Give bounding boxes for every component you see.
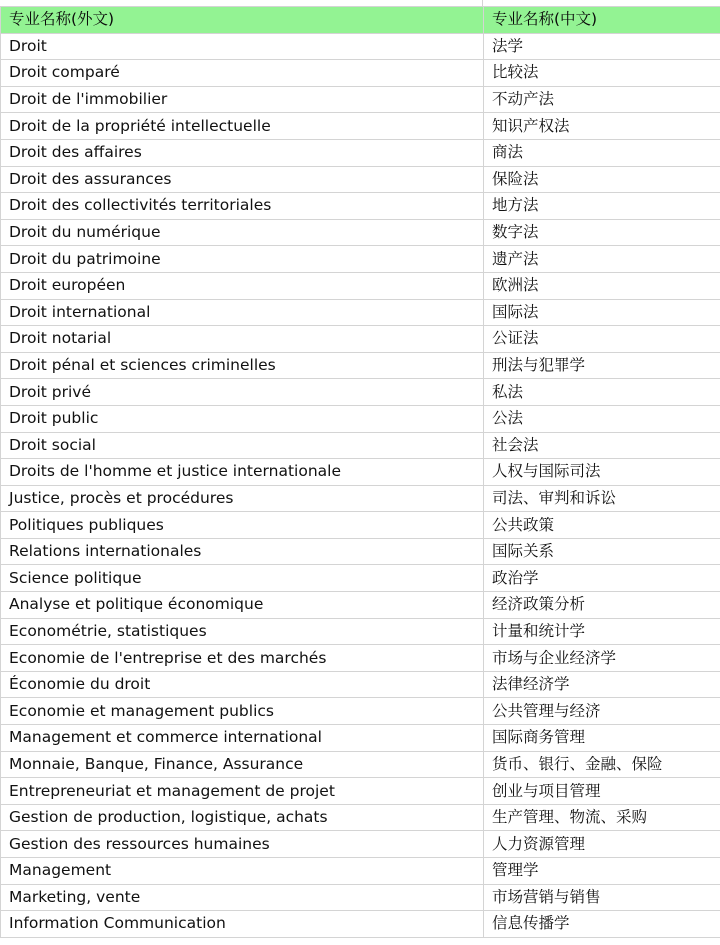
- cell-chinese-name[interactable]: 司法、审判和诉讼: [484, 485, 720, 512]
- table-row: [1, 645, 720, 672]
- cell-foreign-name[interactable]: Droit de l'immobilier: [1, 86, 484, 113]
- header-row: [1, 7, 720, 34]
- cell-foreign-name[interactable]: Droit de la propriété intellectuelle: [1, 113, 484, 140]
- cell-chinese-name[interactable]: 比较法: [484, 60, 720, 87]
- cell-foreign-name[interactable]: Droit social: [1, 432, 484, 459]
- table-row: [1, 299, 720, 326]
- table-row: [1, 804, 720, 831]
- table-row: [1, 671, 720, 698]
- cell-foreign-name[interactable]: Gestion de production, logistique, achats: [1, 804, 484, 831]
- cell-foreign-name[interactable]: Politiques publiques: [1, 512, 484, 539]
- cell-chinese-name[interactable]: 人力资源管理: [484, 831, 720, 858]
- table-row: [1, 139, 720, 166]
- table-row: [1, 751, 720, 778]
- cell-foreign-name[interactable]: Droits de l'homme et justice internationale: [1, 459, 484, 486]
- cell-foreign-name[interactable]: Droit comparé: [1, 60, 484, 87]
- cell-foreign-name[interactable]: Droit: [1, 33, 484, 60]
- cell-chinese-name[interactable]: 货币、银行、金融、保险: [484, 751, 720, 778]
- cell-foreign-name[interactable]: Monnaie, Banque, Finance, Assurance: [1, 751, 484, 778]
- cell-chinese-name[interactable]: 公法: [484, 405, 720, 432]
- cell-foreign-name[interactable]: Management et commerce international: [1, 725, 484, 752]
- cell-chinese-name[interactable]: 私法: [484, 379, 720, 406]
- cell-chinese-name[interactable]: 地方法: [484, 193, 720, 220]
- cell-foreign-name[interactable]: Droit des affaires: [1, 139, 484, 166]
- cell-chinese-name[interactable]: 公证法: [484, 326, 720, 353]
- table-row: [1, 352, 720, 379]
- cell-foreign-name[interactable]: Droit des collectivités territoriales: [1, 193, 484, 220]
- cell-chinese-name[interactable]: 遗产法: [484, 246, 720, 273]
- cell-foreign-name[interactable]: Droit public: [1, 405, 484, 432]
- table-row: [1, 379, 720, 406]
- table-row: [1, 326, 720, 353]
- cell-chinese-name[interactable]: 计量和统计学: [484, 618, 720, 645]
- table-row: [1, 884, 720, 911]
- cell-chinese-name[interactable]: 保险法: [484, 166, 720, 193]
- cell-foreign-name[interactable]: Management: [1, 858, 484, 885]
- table-row: [1, 272, 720, 299]
- table-row: [1, 166, 720, 193]
- cell-foreign-name[interactable]: Droit notarial: [1, 326, 484, 353]
- table-row: [1, 538, 720, 565]
- cell-chinese-name[interactable]: 生产管理、物流、采购: [484, 804, 720, 831]
- cell-foreign-name[interactable]: Gestion des ressources humaines: [1, 831, 484, 858]
- cell-foreign-name[interactable]: Droit du patrimoine: [1, 246, 484, 273]
- header-cell-foreign-name[interactable]: 专业名称(外文): [1, 7, 484, 34]
- cell-chinese-name[interactable]: 欧洲法: [484, 272, 720, 299]
- table-row: [1, 405, 720, 432]
- cell-chinese-name[interactable]: 管理学: [484, 858, 720, 885]
- table-row: [1, 459, 720, 486]
- table-row: [1, 33, 720, 60]
- cell-chinese-name[interactable]: 国际关系: [484, 538, 720, 565]
- table-row: [1, 246, 720, 273]
- cell-foreign-name[interactable]: Entrepreneuriat et management de projet: [1, 778, 484, 805]
- cell-chinese-name[interactable]: 法学: [484, 33, 720, 60]
- table-row: [1, 911, 720, 938]
- cell-foreign-name[interactable]: Information Communication: [1, 911, 484, 938]
- cell-chinese-name[interactable]: 知识产权法: [484, 113, 720, 140]
- table-row: [1, 60, 720, 87]
- cell-chinese-name[interactable]: 公共管理与经济: [484, 698, 720, 725]
- cell-chinese-name[interactable]: 国际法: [484, 299, 720, 326]
- table-row: [1, 432, 720, 459]
- cell-foreign-name[interactable]: Relations internationales: [1, 538, 484, 565]
- cell-chinese-name[interactable]: 人权与国际司法: [484, 459, 720, 486]
- cell-foreign-name[interactable]: Droit du numérique: [1, 219, 484, 246]
- table-row: [1, 565, 720, 592]
- table-row: [1, 831, 720, 858]
- cell-chinese-name[interactable]: 法律经济学: [484, 671, 720, 698]
- cell-chinese-name[interactable]: 创业与项目管理: [484, 778, 720, 805]
- table-row: [1, 778, 720, 805]
- cell-chinese-name[interactable]: 公共政策: [484, 512, 720, 539]
- cell-foreign-name[interactable]: Economie et management publics: [1, 698, 484, 725]
- cell-chinese-name[interactable]: 市场营销与销售: [484, 884, 720, 911]
- cell-foreign-name[interactable]: Droit pénal et sciences criminelles: [1, 352, 484, 379]
- table-row: [1, 858, 720, 885]
- header-cell-chinese-name[interactable]: 专业名称(中文): [484, 7, 720, 34]
- cell-foreign-name[interactable]: Economie de l'entreprise et des marchés: [1, 645, 484, 672]
- cell-chinese-name[interactable]: 刑法与犯罪学: [484, 352, 720, 379]
- table-row: [1, 219, 720, 246]
- major-names-table: [0, 6, 720, 938]
- cell-chinese-name[interactable]: 经济政策分析: [484, 592, 720, 619]
- cell-chinese-name[interactable]: 国际商务管理: [484, 725, 720, 752]
- cell-chinese-name[interactable]: 政治学: [484, 565, 720, 592]
- cell-foreign-name[interactable]: Droit européen: [1, 272, 484, 299]
- table-row: [1, 485, 720, 512]
- cell-chinese-name[interactable]: 社会法: [484, 432, 720, 459]
- table-row: [1, 592, 720, 619]
- cell-chinese-name[interactable]: 信息传播学: [484, 911, 720, 938]
- cell-foreign-name[interactable]: Droit des assurances: [1, 166, 484, 193]
- cell-foreign-name[interactable]: Économie du droit: [1, 671, 484, 698]
- table-row: [1, 86, 720, 113]
- table-row: [1, 113, 720, 140]
- cell-foreign-name[interactable]: Science politique: [1, 565, 484, 592]
- cell-foreign-name[interactable]: Analyse et politique économique: [1, 592, 484, 619]
- cell-foreign-name[interactable]: Justice, procès et procédures: [1, 485, 484, 512]
- cell-foreign-name[interactable]: Droit international: [1, 299, 484, 326]
- cell-chinese-name[interactable]: 不动产法: [484, 86, 720, 113]
- cell-chinese-name[interactable]: 市场与企业经济学: [484, 645, 720, 672]
- cell-foreign-name[interactable]: Marketing, vente: [1, 884, 484, 911]
- cell-foreign-name[interactable]: Droit privé: [1, 379, 484, 406]
- table-row: [1, 698, 720, 725]
- table-row: [1, 618, 720, 645]
- cell-chinese-name[interactable]: 商法: [484, 139, 720, 166]
- table-row: [1, 725, 720, 752]
- table-row: [1, 512, 720, 539]
- table-row: [1, 193, 720, 220]
- cell-chinese-name[interactable]: 数字法: [484, 219, 720, 246]
- cell-foreign-name[interactable]: Econométrie, statistiques: [1, 618, 484, 645]
